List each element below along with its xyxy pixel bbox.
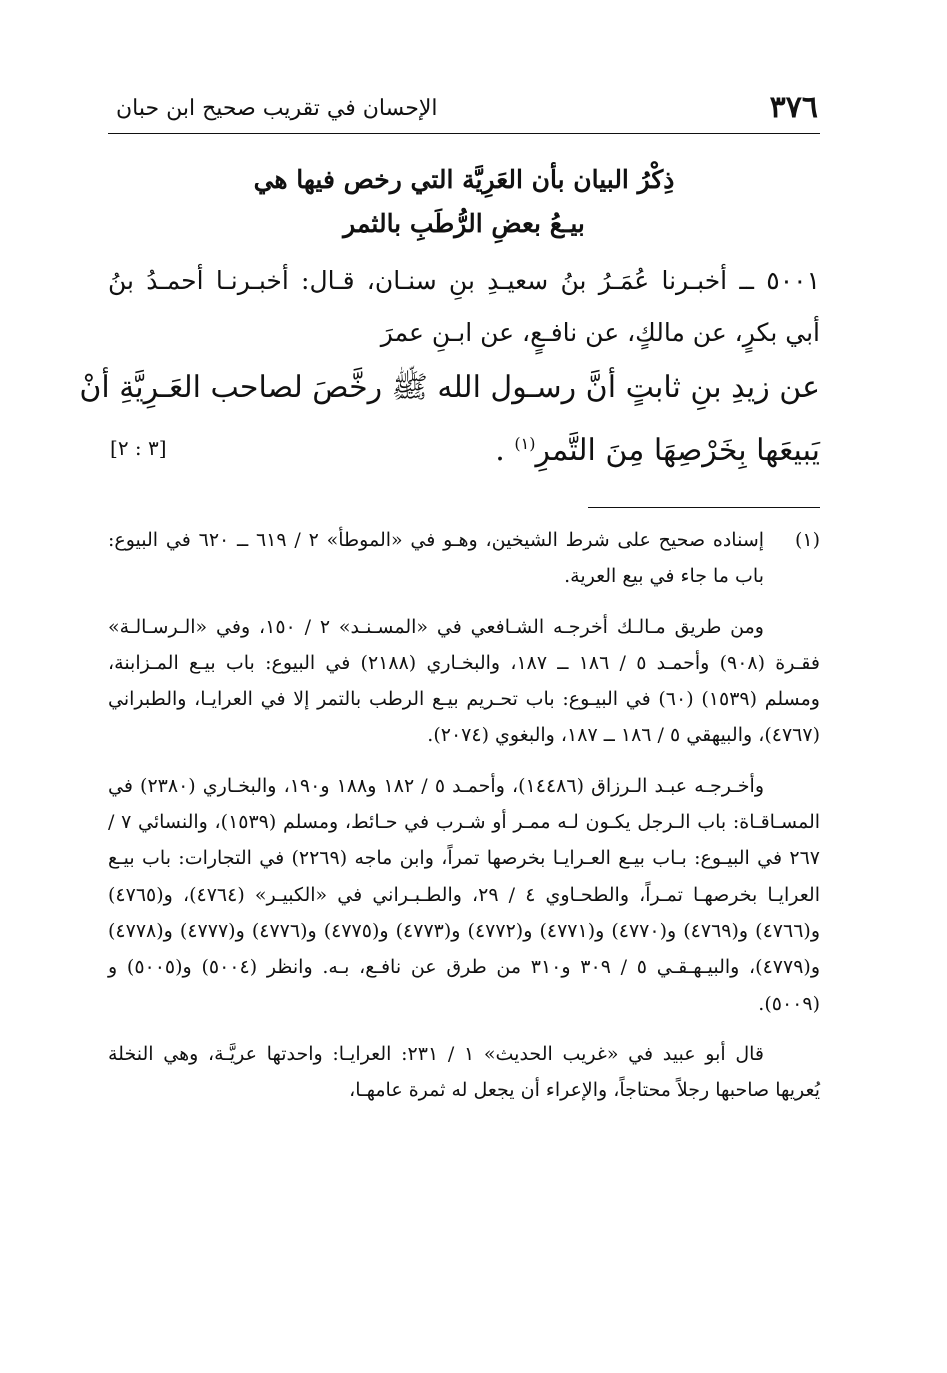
footnote-marker: (١): [794, 529, 820, 551]
footnote-1: [108, 522, 820, 595]
footnote-paragraph-4: قال أبو عبيد في «غريب الحديث» ١ / ٢٣١: العرايـا: واحدتها عريَّـة، وهي النخلة يُعريها صاحبها رجلاً محتاجاً، والإعراء أن يجعل له ثمرة عامهـا،: [108, 1042, 820, 1102]
running-title: الإحسان في تقريب صحيح ابن حبان: [116, 96, 438, 121]
footnote-1-text: إسناده صحيح على شرط الشيخين، وهـو في «الموطأ» ٢ / ٦١٩ ــ ٦٢٠ في البيوع: باب ما جاء في بيع العرية.: [108, 529, 765, 588]
chapter-title-line-1: ذِكْرُ البيان بأن العَرِيَّة التي رخص فيها هي: [253, 165, 675, 194]
page-number: ٣٧٦: [769, 90, 818, 125]
isnad-line-1: ٥٠٠١ ــ أخبـرنا عُمَـرُ بنُ سعيـدِ بنِ سنـان، قـال: أخبـرنـا أحمـدُ بنُ: [108, 266, 820, 295]
volume-reference: [٣ : ٢]: [110, 436, 167, 460]
footnote-reference: (١): [514, 434, 536, 453]
matn-end: .: [495, 433, 515, 468]
matn-line-2-text: يَبيعَها بِخَرْصِهَا مِنَ التَّمرِ: [535, 433, 820, 468]
hadith-isnad: [108, 255, 820, 359]
chapter-title-line-2: بيـعُ بعضِ الرُّطَبِ بالثمر: [343, 209, 585, 238]
footnote-separator: [588, 507, 820, 508]
chapter-heading: [108, 158, 820, 246]
footnote-paragraph-2: ومن طريق مـالـك أخرجـه الشـافعي في «المسـنـد» ٢ / ١٥٠، وفي «الـرسـالـة» فقـرة (٩٠٨) وأحمـد ٥ / ١٨٦ ــ ١٨٧، والبخـاري (٢١٨٨) في البيوع: باب بيـع المـزابنة، ومسلم (١٥٣٩) (٦٠) في البيـوع: باب تحـريم بيـع الرطب بالتمر إلا في العرايـا، والطبراني (٤٧٦٧)، والبيهقي ٥ / ١٨٦ ــ ١٨٧، والبغوي (٢٠٧٤).: [108, 615, 820, 747]
footnote-paragraph-3: وأخـرجـه عبـد الـرزاق (١٤٤٨٦)، وأحمـد ٥ / ١٨٢ و١٨٨ و١٩٠، والبخـاري (٢٣٨٠) في المسـاقـاة: باب الـرجل يكـون لـه ممـر أو شـرب في حـائط، ومسلم (١٥٣٩)، والنسائي ٧ / ٢٦٧ في البيـوع: بـاب بيـع العـرايـا بخرصها تمراً، وابن ماجه (٢٢٦٩) في التجارات: باب بيـع العرايـا بخرصهـا تمـراً، والطحـاوي ٤ / ٢٩، والطـبـراني في «الكبيـر» (٤٧٦٤)، و(٤٧٦٥) و(٤٧٦٦) و(٤٧٦٩) و(٤٧٧٠) و(٤٧٧١) و(٤٧٧٢) و(٤٧٧٣) و(٤٧٧٥) و(٤٧٧٦) و(٤٧٧٧) و(٤٧٧٨) و(٤٧٧٩)، والبيـهـقـي ٥ / ٣٠٩ و٣١٠ من طرق عن نافـع، بـه. وانظر (٥٠٠٤) و(٥٠٠٥) و (٥٠٠٩).: [108, 774, 821, 1015]
matn-line-2: [108, 416, 820, 479]
matn-line-1: عن زيدِ بنِ ثابتٍ أنَّ رسـول الله ﷺ رخَّصَ لصاحب العَـرِيَّةِ أنْ: [79, 370, 820, 405]
hadith-matn: [79, 360, 820, 479]
isnad-line-2: أبي بكرٍ، عن مالكٍ، عن نافـعٍ، عن ابـنِ عمرَ: [380, 318, 820, 347]
page-header: [108, 88, 820, 132]
footnotes: [108, 522, 820, 1122]
header-rule: [108, 133, 820, 134]
